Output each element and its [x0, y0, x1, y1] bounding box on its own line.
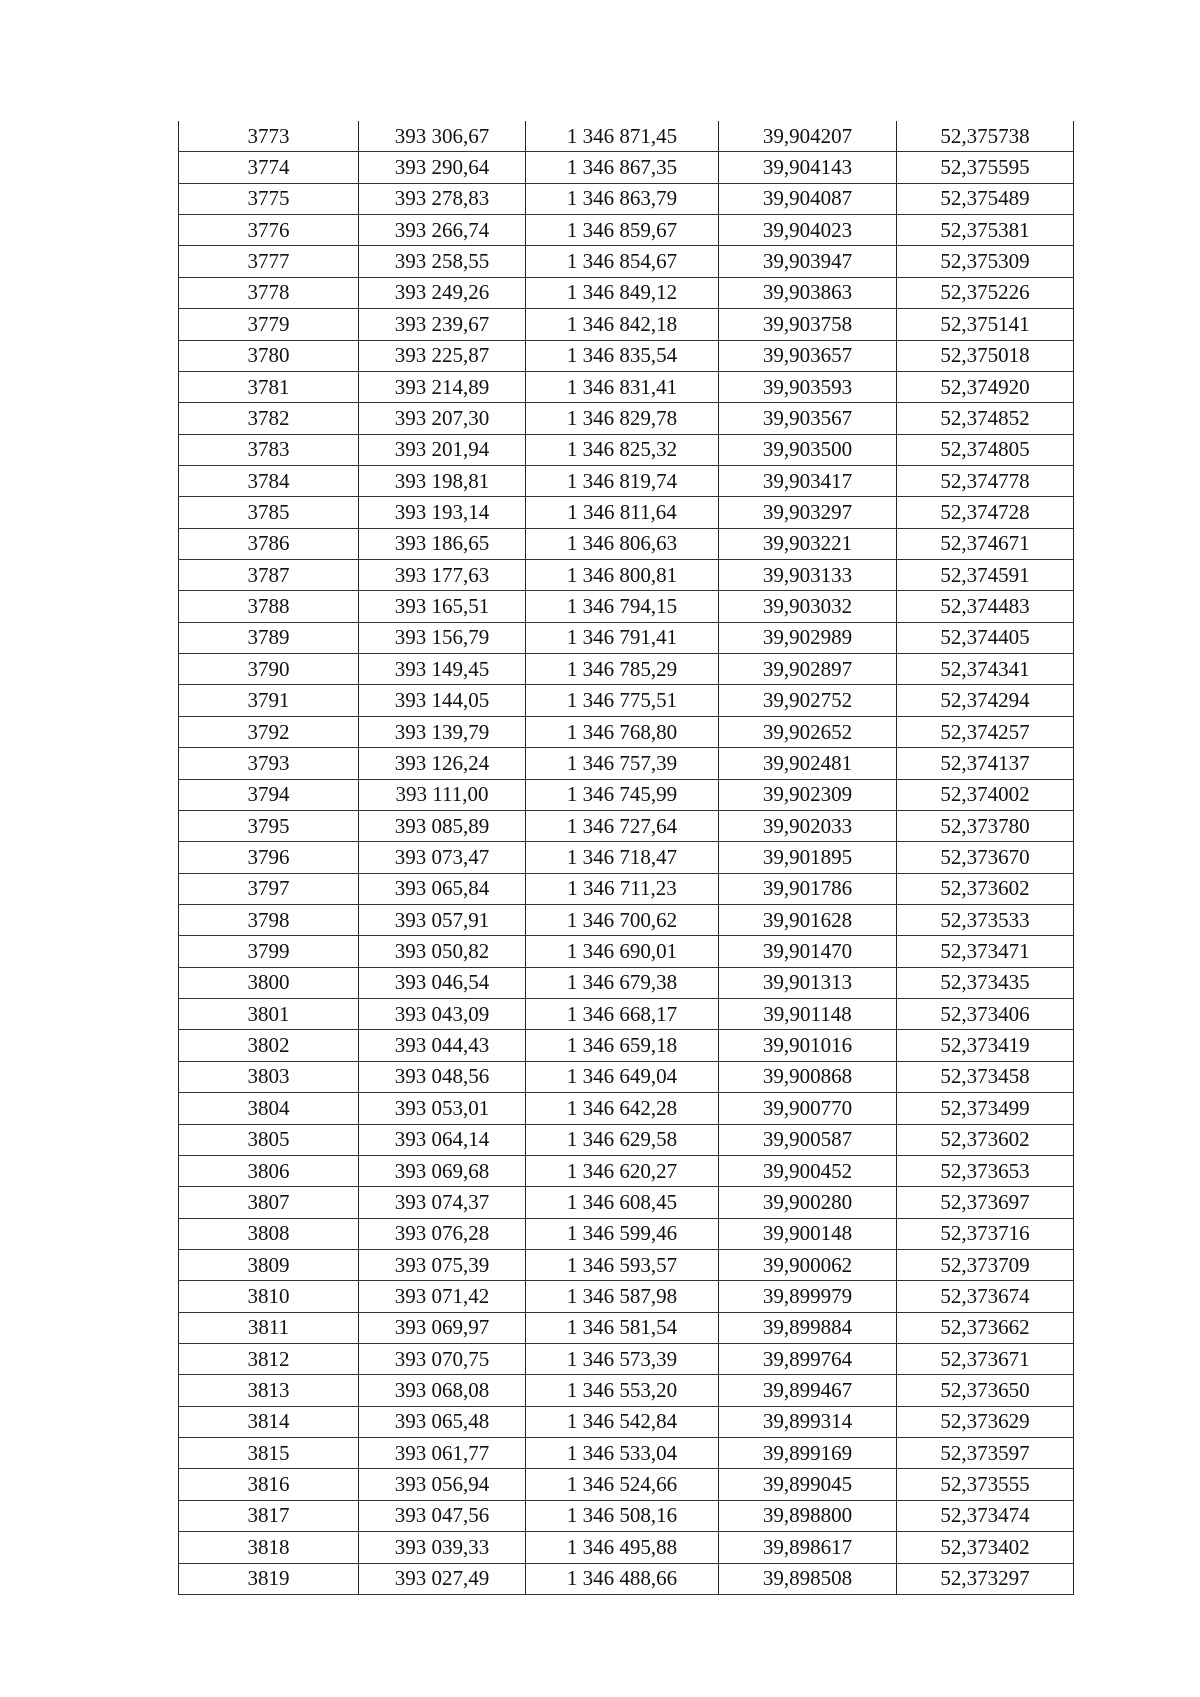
table-row	[179, 1532, 1074, 1563]
x-coordinate-cell: 393 046,54	[359, 967, 526, 998]
point-number-cell: 3779	[179, 309, 359, 340]
longitude-cell: 39,903758	[719, 309, 897, 340]
y-coordinate-cell: 1 346 608,45	[526, 1187, 719, 1218]
latitude-cell: 52,373471	[897, 936, 1074, 967]
x-coordinate-cell: 393 126,24	[359, 748, 526, 779]
y-coordinate-cell: 1 346 587,98	[526, 1281, 719, 1312]
point-number-cell: 3801	[179, 999, 359, 1030]
table-row	[179, 340, 1074, 371]
x-coordinate-cell: 393 065,84	[359, 873, 526, 904]
table-row	[179, 1155, 1074, 1186]
longitude-cell: 39,903567	[719, 403, 897, 434]
longitude-cell: 39,902989	[719, 622, 897, 653]
table-row	[179, 1406, 1074, 1437]
point-number-cell: 3793	[179, 748, 359, 779]
x-coordinate-cell: 393 156,79	[359, 622, 526, 653]
latitude-cell: 52,373662	[897, 1312, 1074, 1343]
x-coordinate-cell: 393 069,97	[359, 1312, 526, 1343]
table-row	[179, 716, 1074, 747]
y-coordinate-cell: 1 346 524,66	[526, 1469, 719, 1500]
latitude-cell: 52,373555	[897, 1469, 1074, 1500]
x-coordinate-cell: 393 144,05	[359, 685, 526, 716]
latitude-cell: 52,374920	[897, 371, 1074, 402]
point-number-cell: 3785	[179, 497, 359, 528]
table-row	[179, 560, 1074, 591]
latitude-cell: 52,374728	[897, 497, 1074, 528]
table-row	[179, 1061, 1074, 1092]
latitude-cell: 52,375381	[897, 215, 1074, 246]
table-row	[179, 779, 1074, 810]
point-number-cell: 3800	[179, 967, 359, 998]
longitude-cell: 39,900770	[719, 1093, 897, 1124]
y-coordinate-cell: 1 346 775,51	[526, 685, 719, 716]
x-coordinate-cell: 393 070,75	[359, 1344, 526, 1375]
table-row	[179, 1500, 1074, 1531]
x-coordinate-cell: 393 069,68	[359, 1155, 526, 1186]
point-number-cell: 3808	[179, 1218, 359, 1249]
latitude-cell: 52,373419	[897, 1030, 1074, 1061]
table-row	[179, 465, 1074, 496]
table-row	[179, 1375, 1074, 1406]
point-number-cell: 3819	[179, 1563, 359, 1594]
longitude-cell: 39,899979	[719, 1281, 897, 1312]
point-number-cell: 3802	[179, 1030, 359, 1061]
x-coordinate-cell: 393 076,28	[359, 1218, 526, 1249]
x-coordinate-cell: 393 278,83	[359, 183, 526, 214]
latitude-cell: 52,373474	[897, 1500, 1074, 1531]
latitude-cell: 52,375309	[897, 246, 1074, 277]
x-coordinate-cell: 393 053,01	[359, 1093, 526, 1124]
latitude-cell: 52,373716	[897, 1218, 1074, 1249]
longitude-cell: 39,903032	[719, 591, 897, 622]
latitude-cell: 52,374483	[897, 591, 1074, 622]
point-number-cell: 3807	[179, 1187, 359, 1218]
table-row	[179, 371, 1074, 402]
longitude-cell: 39,901628	[719, 904, 897, 935]
table-row	[179, 654, 1074, 685]
latitude-cell: 52,375226	[897, 277, 1074, 308]
point-number-cell: 3809	[179, 1249, 359, 1280]
y-coordinate-cell: 1 346 791,41	[526, 622, 719, 653]
longitude-cell: 39,900452	[719, 1155, 897, 1186]
point-number-cell: 3804	[179, 1093, 359, 1124]
point-number-cell: 3816	[179, 1469, 359, 1500]
point-number-cell: 3773	[179, 121, 359, 152]
latitude-cell: 52,373602	[897, 1124, 1074, 1155]
point-number-cell: 3817	[179, 1500, 359, 1531]
y-coordinate-cell: 1 346 800,81	[526, 560, 719, 591]
y-coordinate-cell: 1 346 849,12	[526, 277, 719, 308]
latitude-cell: 52,375141	[897, 309, 1074, 340]
y-coordinate-cell: 1 346 581,54	[526, 1312, 719, 1343]
latitude-cell: 52,373597	[897, 1438, 1074, 1469]
y-coordinate-cell: 1 346 811,64	[526, 497, 719, 528]
table-row	[179, 842, 1074, 873]
x-coordinate-cell: 393 214,89	[359, 371, 526, 402]
point-number-cell: 3787	[179, 560, 359, 591]
x-coordinate-cell: 393 043,09	[359, 999, 526, 1030]
x-coordinate-cell: 393 047,56	[359, 1500, 526, 1531]
x-coordinate-cell: 393 073,47	[359, 842, 526, 873]
longitude-cell: 39,901148	[719, 999, 897, 1030]
latitude-cell: 52,373533	[897, 904, 1074, 935]
table-row	[179, 434, 1074, 465]
longitude-cell: 39,901895	[719, 842, 897, 873]
longitude-cell: 39,899764	[719, 1344, 897, 1375]
longitude-cell: 39,899314	[719, 1406, 897, 1437]
table-row	[179, 1030, 1074, 1061]
longitude-cell: 39,903417	[719, 465, 897, 496]
longitude-cell: 39,902752	[719, 685, 897, 716]
x-coordinate-cell: 393 039,33	[359, 1532, 526, 1563]
latitude-cell: 52,374778	[897, 465, 1074, 496]
x-coordinate-cell: 393 056,94	[359, 1469, 526, 1500]
latitude-cell: 52,375489	[897, 183, 1074, 214]
latitude-cell: 52,373674	[897, 1281, 1074, 1312]
longitude-cell: 39,900868	[719, 1061, 897, 1092]
point-number-cell: 3781	[179, 371, 359, 402]
longitude-cell: 39,901786	[719, 873, 897, 904]
longitude-cell: 39,901470	[719, 936, 897, 967]
point-number-cell: 3803	[179, 1061, 359, 1092]
y-coordinate-cell: 1 346 854,67	[526, 246, 719, 277]
latitude-cell: 52,373435	[897, 967, 1074, 998]
y-coordinate-cell: 1 346 508,16	[526, 1500, 719, 1531]
longitude-cell: 39,902897	[719, 654, 897, 685]
y-coordinate-cell: 1 346 629,58	[526, 1124, 719, 1155]
x-coordinate-cell: 393 085,89	[359, 810, 526, 841]
latitude-cell: 52,373670	[897, 842, 1074, 873]
table-row	[179, 1249, 1074, 1280]
longitude-cell: 39,902033	[719, 810, 897, 841]
longitude-cell: 39,903863	[719, 277, 897, 308]
latitude-cell: 52,375595	[897, 152, 1074, 183]
point-number-cell: 3798	[179, 904, 359, 935]
x-coordinate-cell: 393 290,64	[359, 152, 526, 183]
table-row	[179, 1438, 1074, 1469]
longitude-cell: 39,899169	[719, 1438, 897, 1469]
y-coordinate-cell: 1 346 593,57	[526, 1249, 719, 1280]
point-number-cell: 3776	[179, 215, 359, 246]
longitude-cell: 39,903133	[719, 560, 897, 591]
point-number-cell: 3780	[179, 340, 359, 371]
latitude-cell: 52,373402	[897, 1532, 1074, 1563]
latitude-cell: 52,374257	[897, 716, 1074, 747]
y-coordinate-cell: 1 346 659,18	[526, 1030, 719, 1061]
latitude-cell: 52,373780	[897, 810, 1074, 841]
table-row	[179, 528, 1074, 559]
point-number-cell: 3795	[179, 810, 359, 841]
longitude-cell: 39,904023	[719, 215, 897, 246]
table-row	[179, 591, 1074, 622]
table-row	[179, 183, 1074, 214]
y-coordinate-cell: 1 346 599,46	[526, 1218, 719, 1249]
y-coordinate-cell: 1 346 794,15	[526, 591, 719, 622]
y-coordinate-cell: 1 346 768,80	[526, 716, 719, 747]
x-coordinate-cell: 393 139,79	[359, 716, 526, 747]
longitude-cell: 39,903657	[719, 340, 897, 371]
x-coordinate-cell: 393 065,48	[359, 1406, 526, 1437]
table-row	[179, 152, 1074, 183]
point-number-cell: 3806	[179, 1155, 359, 1186]
table-row	[179, 1124, 1074, 1155]
latitude-cell: 52,373602	[897, 873, 1074, 904]
table-body	[179, 121, 1074, 1594]
y-coordinate-cell: 1 346 757,39	[526, 748, 719, 779]
x-coordinate-cell: 393 044,43	[359, 1030, 526, 1061]
y-coordinate-cell: 1 346 727,64	[526, 810, 719, 841]
x-coordinate-cell: 393 249,26	[359, 277, 526, 308]
table-row	[179, 622, 1074, 653]
x-coordinate-cell: 393 149,45	[359, 654, 526, 685]
y-coordinate-cell: 1 346 642,28	[526, 1093, 719, 1124]
x-coordinate-cell: 393 068,08	[359, 1375, 526, 1406]
point-number-cell: 3805	[179, 1124, 359, 1155]
point-number-cell: 3788	[179, 591, 359, 622]
point-number-cell: 3782	[179, 403, 359, 434]
y-coordinate-cell: 1 346 690,01	[526, 936, 719, 967]
point-number-cell: 3791	[179, 685, 359, 716]
x-coordinate-cell: 393 193,14	[359, 497, 526, 528]
y-coordinate-cell: 1 346 863,79	[526, 183, 719, 214]
x-coordinate-cell: 393 048,56	[359, 1061, 526, 1092]
table-row	[179, 246, 1074, 277]
point-number-cell: 3789	[179, 622, 359, 653]
x-coordinate-cell: 393 050,82	[359, 936, 526, 967]
x-coordinate-cell: 393 071,42	[359, 1281, 526, 1312]
y-coordinate-cell: 1 346 806,63	[526, 528, 719, 559]
y-coordinate-cell: 1 346 785,29	[526, 654, 719, 685]
latitude-cell: 52,373629	[897, 1406, 1074, 1437]
longitude-cell: 39,899045	[719, 1469, 897, 1500]
y-coordinate-cell: 1 346 573,39	[526, 1344, 719, 1375]
longitude-cell: 39,900148	[719, 1218, 897, 1249]
point-number-cell: 3786	[179, 528, 359, 559]
y-coordinate-cell: 1 346 700,62	[526, 904, 719, 935]
y-coordinate-cell: 1 346 533,04	[526, 1438, 719, 1469]
latitude-cell: 52,373499	[897, 1093, 1074, 1124]
longitude-cell: 39,903947	[719, 246, 897, 277]
point-number-cell: 3792	[179, 716, 359, 747]
latitude-cell: 52,374002	[897, 779, 1074, 810]
table-row	[179, 748, 1074, 779]
y-coordinate-cell: 1 346 553,20	[526, 1375, 719, 1406]
table-row	[179, 1312, 1074, 1343]
y-coordinate-cell: 1 346 835,54	[526, 340, 719, 371]
x-coordinate-cell: 393 258,55	[359, 246, 526, 277]
latitude-cell: 52,373650	[897, 1375, 1074, 1406]
longitude-cell: 39,902309	[719, 779, 897, 810]
longitude-cell: 39,898508	[719, 1563, 897, 1594]
y-coordinate-cell: 1 346 649,04	[526, 1061, 719, 1092]
table-row	[179, 904, 1074, 935]
point-number-cell: 3799	[179, 936, 359, 967]
y-coordinate-cell: 1 346 718,47	[526, 842, 719, 873]
latitude-cell: 52,374805	[897, 434, 1074, 465]
x-coordinate-cell: 393 306,67	[359, 121, 526, 152]
y-coordinate-cell: 1 346 871,45	[526, 121, 719, 152]
table-row	[179, 873, 1074, 904]
table-row	[179, 685, 1074, 716]
point-number-cell: 3794	[179, 779, 359, 810]
longitude-cell: 39,900280	[719, 1187, 897, 1218]
point-number-cell: 3812	[179, 1344, 359, 1375]
latitude-cell: 52,373297	[897, 1563, 1074, 1594]
table-row	[179, 121, 1074, 152]
y-coordinate-cell: 1 346 842,18	[526, 309, 719, 340]
y-coordinate-cell: 1 346 867,35	[526, 152, 719, 183]
point-number-cell: 3790	[179, 654, 359, 685]
table-row	[179, 1187, 1074, 1218]
latitude-cell: 52,374591	[897, 560, 1074, 591]
latitude-cell: 52,374294	[897, 685, 1074, 716]
latitude-cell: 52,374341	[897, 654, 1074, 685]
x-coordinate-cell: 393 165,51	[359, 591, 526, 622]
point-number-cell: 3778	[179, 277, 359, 308]
point-number-cell: 3818	[179, 1532, 359, 1563]
longitude-cell: 39,904207	[719, 121, 897, 152]
y-coordinate-cell: 1 346 829,78	[526, 403, 719, 434]
longitude-cell: 39,903500	[719, 434, 897, 465]
x-coordinate-cell: 393 225,87	[359, 340, 526, 371]
y-coordinate-cell: 1 346 745,99	[526, 779, 719, 810]
x-coordinate-cell: 393 075,39	[359, 1249, 526, 1280]
latitude-cell: 52,375018	[897, 340, 1074, 371]
table-row	[179, 1281, 1074, 1312]
x-coordinate-cell: 393 057,91	[359, 904, 526, 935]
table-row	[179, 1344, 1074, 1375]
x-coordinate-cell: 393 266,74	[359, 215, 526, 246]
y-coordinate-cell: 1 346 825,32	[526, 434, 719, 465]
table-row	[179, 1563, 1074, 1594]
table-row	[179, 1469, 1074, 1500]
table-row	[179, 1093, 1074, 1124]
x-coordinate-cell: 393 186,65	[359, 528, 526, 559]
latitude-cell: 52,374405	[897, 622, 1074, 653]
y-coordinate-cell: 1 346 668,17	[526, 999, 719, 1030]
latitude-cell: 52,374137	[897, 748, 1074, 779]
longitude-cell: 39,903593	[719, 371, 897, 402]
longitude-cell: 39,899467	[719, 1375, 897, 1406]
y-coordinate-cell: 1 346 831,41	[526, 371, 719, 402]
x-coordinate-cell: 393 239,67	[359, 309, 526, 340]
x-coordinate-cell: 393 198,81	[359, 465, 526, 496]
longitude-cell: 39,903297	[719, 497, 897, 528]
x-coordinate-cell: 393 074,37	[359, 1187, 526, 1218]
point-number-cell: 3813	[179, 1375, 359, 1406]
table-row	[179, 277, 1074, 308]
latitude-cell: 52,373671	[897, 1344, 1074, 1375]
x-coordinate-cell: 393 064,14	[359, 1124, 526, 1155]
longitude-cell: 39,900587	[719, 1124, 897, 1155]
point-number-cell: 3811	[179, 1312, 359, 1343]
latitude-cell: 52,373709	[897, 1249, 1074, 1280]
table-row	[179, 497, 1074, 528]
latitude-cell: 52,374852	[897, 403, 1074, 434]
latitude-cell: 52,373653	[897, 1155, 1074, 1186]
point-number-cell: 3775	[179, 183, 359, 214]
x-coordinate-cell: 393 061,77	[359, 1438, 526, 1469]
point-number-cell: 3797	[179, 873, 359, 904]
point-number-cell: 3815	[179, 1438, 359, 1469]
longitude-cell: 39,901313	[719, 967, 897, 998]
y-coordinate-cell: 1 346 495,88	[526, 1532, 719, 1563]
coordinates-table	[178, 121, 1074, 1595]
point-number-cell: 3810	[179, 1281, 359, 1312]
y-coordinate-cell: 1 346 620,27	[526, 1155, 719, 1186]
y-coordinate-cell: 1 346 488,66	[526, 1563, 719, 1594]
table-row	[179, 999, 1074, 1030]
table-row	[179, 1218, 1074, 1249]
x-coordinate-cell: 393 201,94	[359, 434, 526, 465]
point-number-cell: 3777	[179, 246, 359, 277]
point-number-cell: 3774	[179, 152, 359, 183]
table-row	[179, 403, 1074, 434]
y-coordinate-cell: 1 346 679,38	[526, 967, 719, 998]
latitude-cell: 52,373697	[897, 1187, 1074, 1218]
latitude-cell: 52,375738	[897, 121, 1074, 152]
y-coordinate-cell: 1 346 711,23	[526, 873, 719, 904]
point-number-cell: 3783	[179, 434, 359, 465]
longitude-cell: 39,902481	[719, 748, 897, 779]
point-number-cell: 3784	[179, 465, 359, 496]
point-number-cell: 3814	[179, 1406, 359, 1437]
latitude-cell: 52,373458	[897, 1061, 1074, 1092]
longitude-cell: 39,900062	[719, 1249, 897, 1280]
point-number-cell: 3796	[179, 842, 359, 873]
longitude-cell: 39,903221	[719, 528, 897, 559]
x-coordinate-cell: 393 111,00	[359, 779, 526, 810]
longitude-cell: 39,904143	[719, 152, 897, 183]
x-coordinate-cell: 393 207,30	[359, 403, 526, 434]
y-coordinate-cell: 1 346 859,67	[526, 215, 719, 246]
longitude-cell: 39,898617	[719, 1532, 897, 1563]
longitude-cell: 39,904087	[719, 183, 897, 214]
longitude-cell: 39,899884	[719, 1312, 897, 1343]
x-coordinate-cell: 393 177,63	[359, 560, 526, 591]
table-row	[179, 810, 1074, 841]
table-row	[179, 215, 1074, 246]
table-row	[179, 967, 1074, 998]
table-row	[179, 936, 1074, 967]
y-coordinate-cell: 1 346 542,84	[526, 1406, 719, 1437]
latitude-cell: 52,374671	[897, 528, 1074, 559]
y-coordinate-cell: 1 346 819,74	[526, 465, 719, 496]
table-row	[179, 309, 1074, 340]
x-coordinate-cell: 393 027,49	[359, 1563, 526, 1594]
longitude-cell: 39,901016	[719, 1030, 897, 1061]
longitude-cell: 39,902652	[719, 716, 897, 747]
longitude-cell: 39,898800	[719, 1500, 897, 1531]
latitude-cell: 52,373406	[897, 999, 1074, 1030]
